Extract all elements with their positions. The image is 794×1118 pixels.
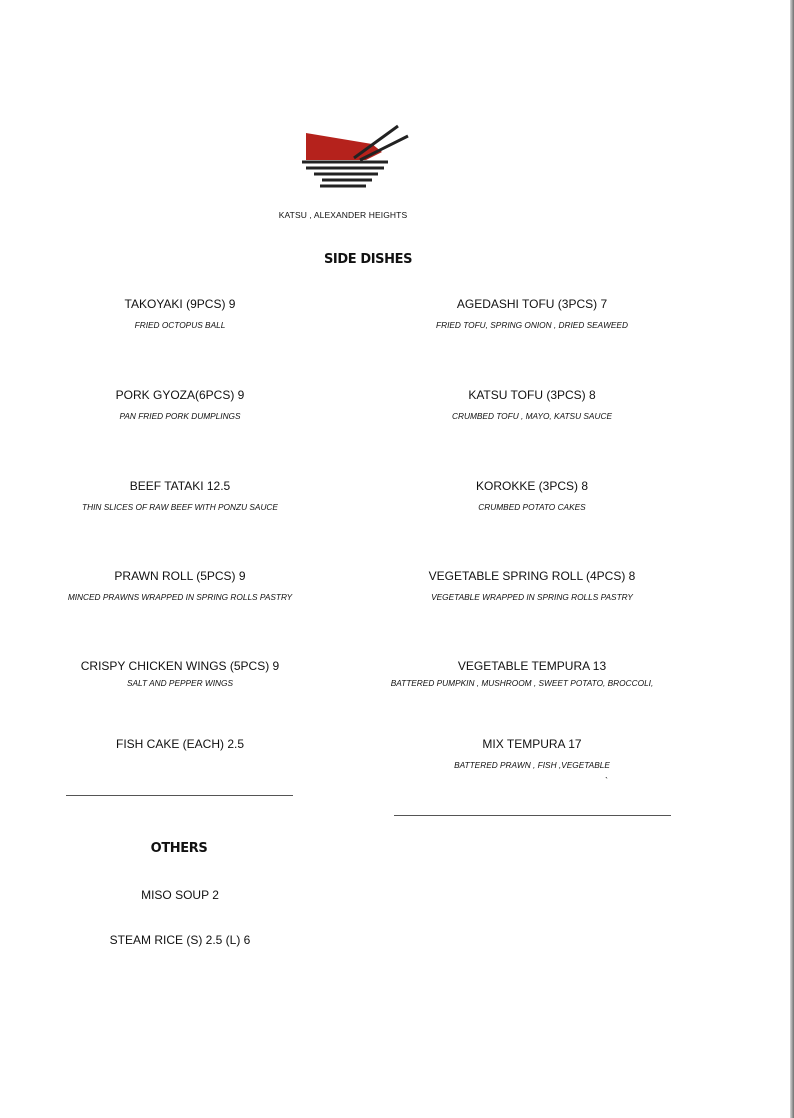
menu-item — [382, 297, 682, 330]
menu-item-name: TAKOYAKI (9PCS) 9 — [124, 297, 236, 311]
menu-item — [382, 569, 682, 602]
menu-item-description: CRUMBED TOFU , MAYO, KATSU SAUCE — [452, 411, 612, 421]
menu-item-name: VEGETABLE TEMPURA 13 — [457, 659, 607, 673]
bowl-with-chopsticks-icon — [294, 116, 412, 196]
side-dishes-title: SIDE DISHES — [323, 252, 413, 267]
menu-item-name: MISO SOUP 2 — [141, 888, 219, 902]
menu-item-name: AGEDASHI TOFU (3PCS) 7 — [456, 297, 608, 311]
menu-item-description: BATTERED PUMPKIN , MUSHROOM , SWEET POTATO, BROCCOLI, — [390, 678, 654, 688]
menu-item-description: CRUMBED POTATO CAKES — [478, 502, 586, 512]
menu-item-name: BEEF TATAKI 12.5 — [129, 479, 231, 493]
menu-item — [40, 479, 320, 512]
menu-item-description: VEGETABLE WRAPPED IN SPRING ROLLS PASTRY — [431, 592, 633, 602]
stray-mark: ` — [605, 776, 608, 786]
menu-item-description: THIN SLICES OF RAW BEEF WITH PONZU SAUCE — [82, 502, 278, 512]
menu-item — [40, 933, 320, 947]
restaurant-name: KATSU , ALEXANDER HEIGHTS — [278, 210, 408, 220]
menu-item-description: MINCED PRAWNS WRAPPED IN SPRING ROLLS PASTRY — [67, 592, 293, 602]
menu-item-name: CRISPY CHICKEN WINGS (5PCS) 9 — [80, 659, 280, 673]
menu-item-description: PAN FRIED PORK DUMPLINGS — [119, 411, 241, 421]
menu-item-name: VEGETABLE SPRING ROLL (4PCS) 8 — [428, 569, 636, 583]
menu-item — [40, 388, 320, 421]
menu-item-name: PRAWN ROLL (5PCS) 9 — [114, 569, 246, 583]
menu-item — [40, 888, 320, 902]
menu-item-name: MIX TEMPURA 17 — [482, 737, 582, 751]
menu-item — [372, 659, 672, 688]
menu-item — [40, 297, 320, 330]
menu-item — [382, 479, 682, 512]
menu-item — [40, 569, 320, 602]
menu-item — [382, 737, 682, 770]
others-title: OTHERS — [150, 841, 208, 856]
menu-item-description: BATTERED PRAWN , FISH ,VEGETABLE — [454, 760, 610, 770]
menu-item-description: FRIED OCTOPUS BALL — [134, 320, 226, 330]
menu-item-name: KOROKKE (3PCS) 8 — [475, 479, 589, 493]
menu-item — [40, 737, 320, 751]
menu-item-name: FISH CAKE (EACH) 2.5 — [115, 737, 245, 751]
right-divider — [394, 815, 671, 816]
menu-item-description: SALT AND PEPPER WINGS — [126, 678, 234, 688]
menu-item-description: FRIED TOFU, SPRING ONION , DRIED SEAWEED — [436, 320, 628, 330]
menu-item-name: STEAM RICE (S) 2.5 (L) 6 — [109, 933, 251, 947]
menu-item-name: PORK GYOZA(6PCS) 9 — [115, 388, 245, 402]
menu-item-name: KATSU TOFU (3PCS) 8 — [468, 388, 596, 402]
restaurant-logo — [294, 116, 412, 196]
menu-item — [382, 388, 682, 421]
left-divider — [66, 795, 293, 796]
page-edge-shadow — [790, 0, 794, 1118]
menu-item — [40, 659, 320, 688]
